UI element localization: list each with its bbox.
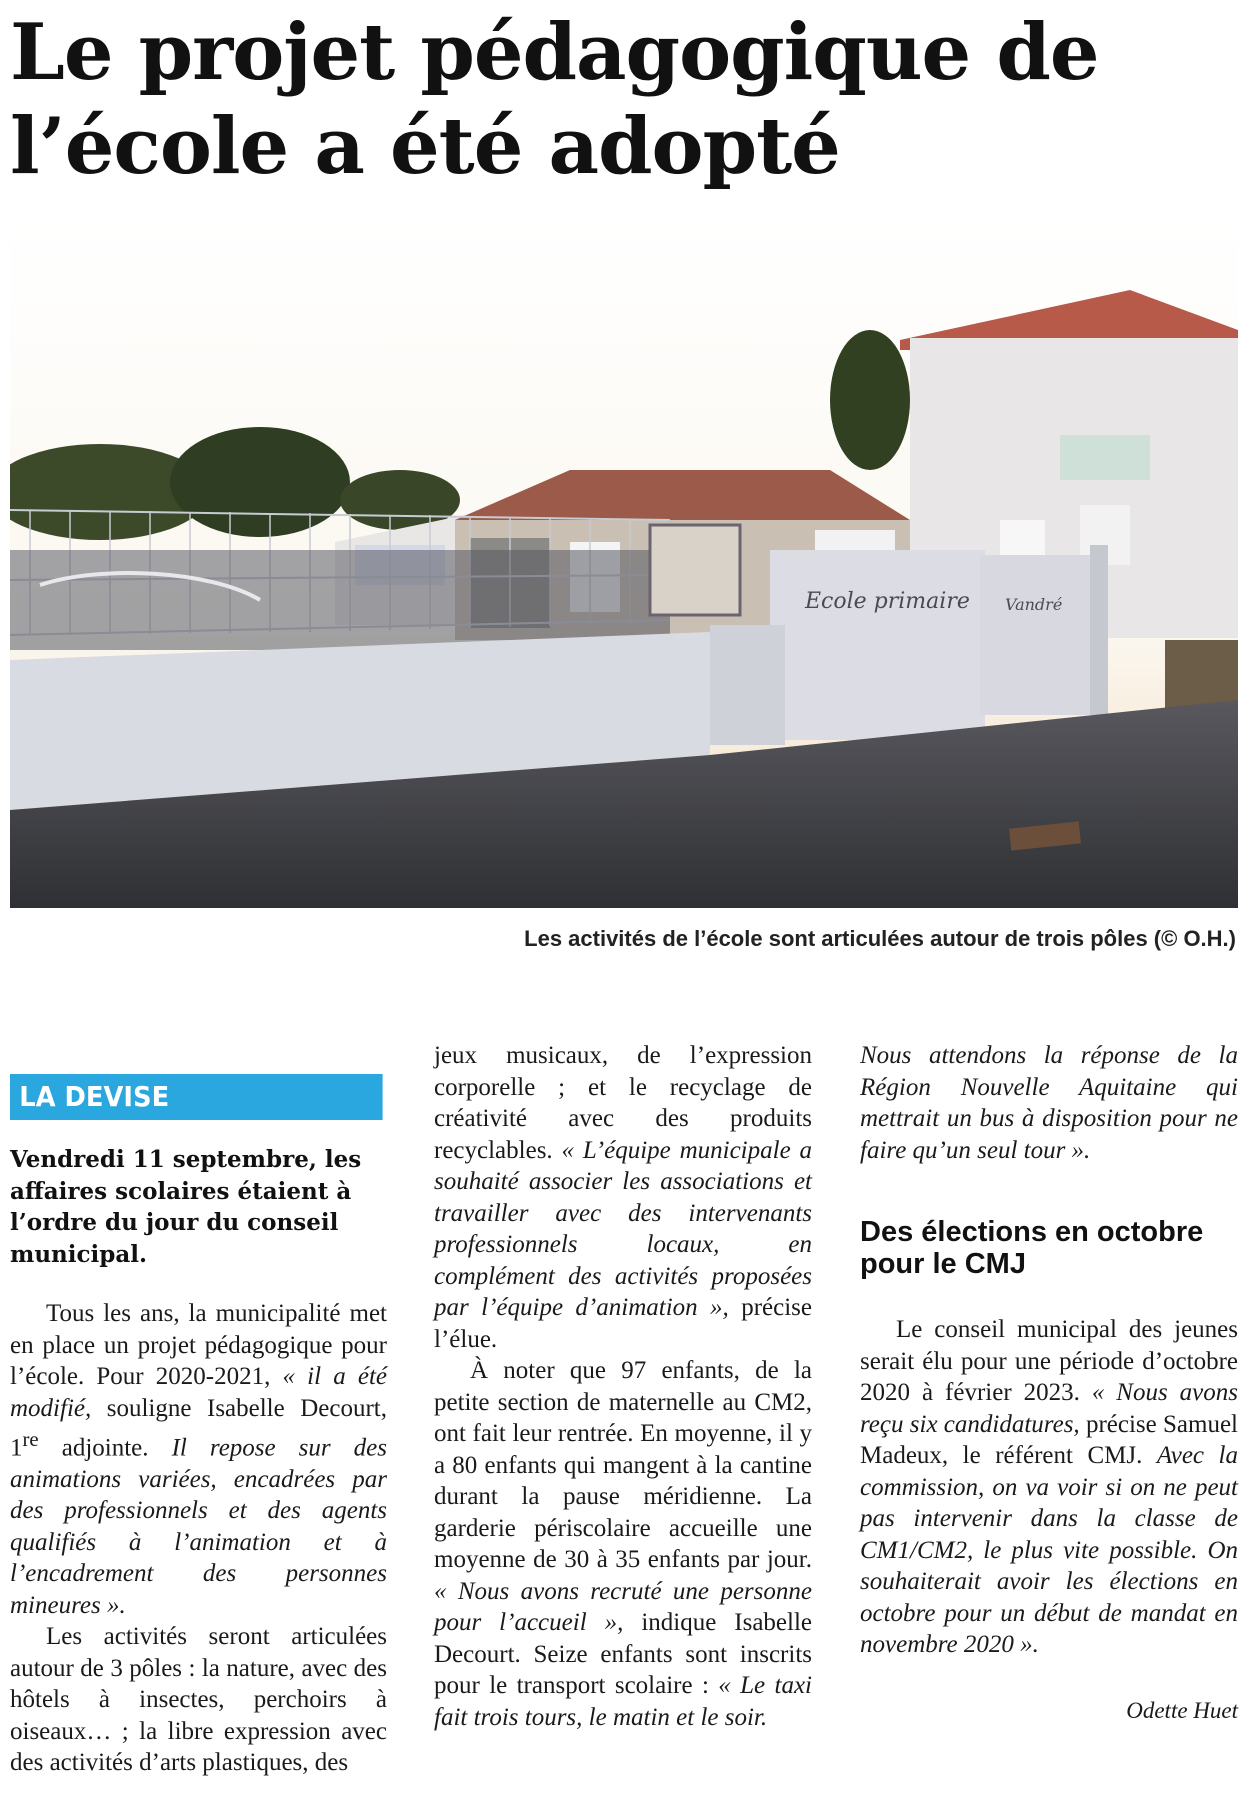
subheading: Des élections en octobre pour le CMJ — [860, 1216, 1204, 1280]
photo-caption: Les activités de l’école sont articulées autour de trois pôles (© O.H.) — [524, 926, 1236, 951]
quote-run: « L’équipe municipale a souhaité associer les associations et travailler avec des intervenants professionnels locaux, en complément des activités proposées par l’équipe d’animation », — [434, 1136, 812, 1321]
quote-run: Il repose sur des animations variées, encadrées par des professionnels et des agents qualifiés à l’animation et à l’encadrement des personnes mineures ». — [10, 1434, 388, 1619]
text-run: précise l’élue. — [434, 1294, 812, 1353]
superscript: re — [22, 1427, 39, 1451]
quote-run: Nous attendons la réponse de la Région Nouvelle Aquitaine qui mettrait un bus à disposition pour ne faire qu’un seul tour ». — [860, 1042, 1238, 1164]
quote-run: « Nous avons reçu six candidatures, — [860, 1379, 1238, 1438]
text-run: précise Samuel Madeux, le référent CMJ. — [860, 1410, 1238, 1469]
body-paragraph — [860, 1040, 1238, 1166]
text-run: adjointe. — [38, 1434, 172, 1462]
body-paragraph: Les activités seront articulées autour de 3 pôles : la nature, avec des hôtels à insectes, perchoirs à oiseaux… ; la libre expression avec des activités d’arts plastiques, des — [10, 1623, 387, 1777]
text-run: Le conseil municipal des jeunes serait élu pour une période d’octobre 2020 à février 2023. — [860, 1316, 1238, 1406]
lede-paragraph: Vendredi 11 septembre, les affaires scolaires étaient à l’ordre du jour du conseil municipal. — [10, 1146, 362, 1268]
text-run: À noter que 97 enfants, de la petite section de maternelle au CM2, ont fait leur rentrée. En moyenne, il y a 80 enfants qui mangent à la cantine durant la pause méridienne. La garderie périscolaire accueille une moyenne de 30 à 35 enfants par jour. — [434, 1357, 812, 1573]
body-paragraph — [860, 1314, 1238, 1661]
body-paragraph — [434, 1040, 812, 1355]
school-photo — [10, 220, 1238, 908]
text-run: indique Isabelle Decourt. Seize enfants sont inscrits pour le transport scolaire : — [434, 1609, 812, 1699]
text-run: jeux musicaux, de l’expression corporelle ; et le recyclage de créativité avec des produits recyclables. — [434, 1042, 812, 1164]
text-run: Tous les ans, la municipalité met en place un projet pédagogique pour l’école. Pour 2020-2021, — [10, 1300, 387, 1390]
body-paragraph — [434, 1355, 812, 1733]
school-photo-illustration — [10, 220, 1238, 908]
column-2 — [434, 1040, 812, 1733]
text-run: souligne Isabelle Decourt, 1 — [10, 1394, 387, 1462]
quote-run: « Nous avons recruté une personne pour l’accueil », — [434, 1577, 812, 1636]
column-3 — [860, 1040, 1238, 1726]
quote-run: « il a été modifié, — [10, 1363, 387, 1422]
body-paragraph — [10, 1298, 387, 1621]
quote-run: « Le taxi fait trois tours, le matin et le soir. — [434, 1672, 812, 1731]
quote-run: Avec la commission, on va voir si on ne peut pas intervenir dans la classe de CM1/CM2, le plus vite possible. On souhaiterait avoir les élections en octobre pour un début de mandat en novembre 2020 ». — [860, 1442, 1238, 1658]
section-kicker: LA DEVISE — [10, 1074, 383, 1120]
photo-sign-text-ecole: Ecole primaire — [805, 589, 970, 614]
byline: Odette Huet — [1126, 1697, 1238, 1723]
column-1 — [10, 1046, 387, 1779]
photo-sign-text-vandre: Vandré — [1005, 595, 1063, 614]
headline: Le projet pédagogique de l’école a été adopté — [10, 7, 1099, 192]
